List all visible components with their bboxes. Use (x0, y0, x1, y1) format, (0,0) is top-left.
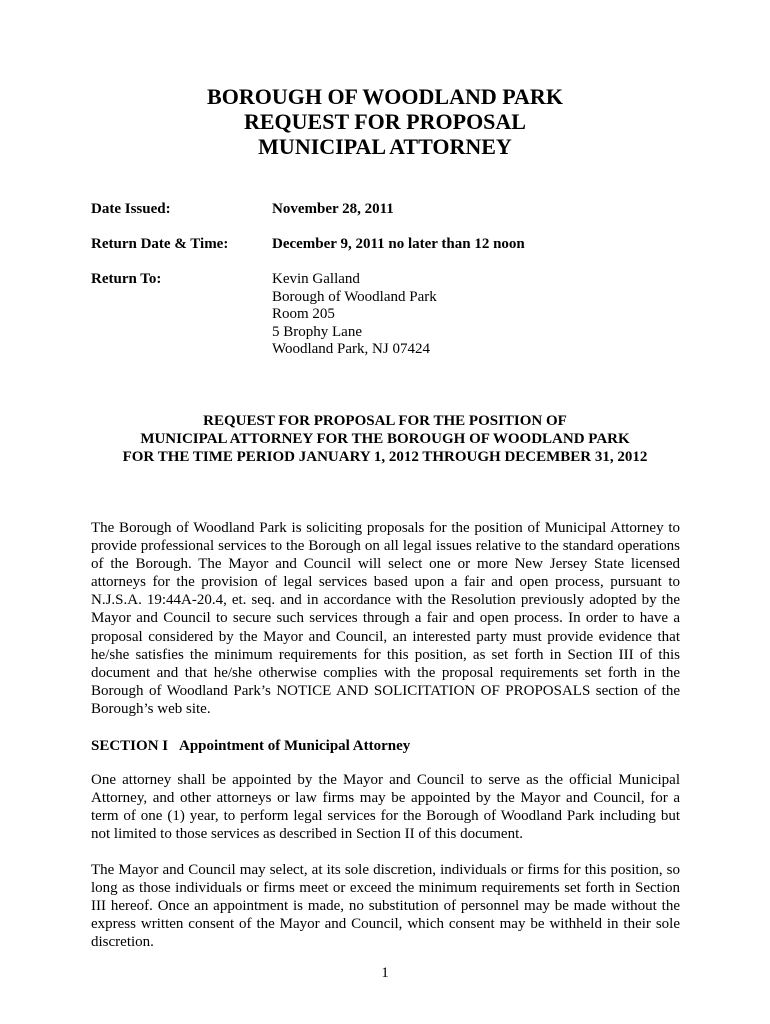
rfp-heading-line: MUNICIPAL ATTORNEY FOR THE BOROUGH OF WOODLAND PARK (140, 431, 630, 447)
address-line: Room 205 (272, 306, 335, 322)
title-line-borough: BOROUGH OF WOODLAND PARK (207, 84, 563, 109)
section-1-paragraph-2: The Mayor and Council may select, at its sole discretion, individuals or firms for this position, so long as those individuals or firms meet or exceed the minimum requirements set forth in Section III hereof. Once an appointment is made, no substitution of personnel may be made without the express written consent of the Mayor and Council, which consent may be withheld in their sole discretion. (91, 862, 680, 951)
return-date-label: Return Date & Time: (91, 236, 229, 252)
rfp-heading-line: FOR THE TIME PERIOD JANUARY 1, 2012 THROUGH DECEMBER 31, 2012 (122, 449, 648, 465)
return-to-address (272, 271, 437, 359)
address-line: Borough of Woodland Park (272, 288, 437, 305)
rfp-heading-line: REQUEST FOR PROPOSAL FOR THE POSITION OF (203, 413, 567, 429)
address-line: 5 Brophy Lane (272, 323, 362, 340)
return-to-label: Return To: (91, 271, 162, 287)
title-line-rfp: REQUEST FOR PROPOSAL (244, 109, 526, 134)
document-title (0, 84, 770, 159)
title-line-position: MUNICIPAL ATTORNEY (258, 134, 512, 159)
section-1-paragraph-1: One attorney shall be appointed by the Mayor and Council to serve as the official Municipal Attorney, and other attorneys or law firms may be appointed by the Mayor and Council, for a term of one (1) year, to perform legal services for the Borough of Woodland Park including but not limited to those services as described in Section II of this document. (91, 772, 680, 843)
section-1-number: SECTION I (91, 738, 169, 754)
page-number: 1 (381, 965, 389, 981)
rfp-heading (0, 412, 770, 466)
intro-paragraph: The Borough of Woodland Park is soliciting proposals for the position of Municipal Attorney to provide professional services to the Borough on all legal issues relative to the standard operations of the Borough. The Mayor and Council will select one or more New Jersey State licensed attorneys for the provision of legal services based upon a fair and open process, pursuant to N.J.S.A. 19:44A-20.4, et. seq. and in accordance with the Resolution previously adopted by the Mayor and Council to secure such services through a fair and open process. In order to have a proposal considered by the Mayor and Council, an interested party must provide evidence that he/she satisfies the minimum requirements for this position, as set forth in Section III of this document and that he/she otherwise complies with the proposal requirements set forth in the Borough of Woodland Park’s NOTICE AND SOLICITATION OF PROPOSALS section of the Borough’s web site. (91, 520, 680, 717)
return-date-value: December 9, 2011 no later than 12 noon (272, 236, 525, 252)
address-line: Kevin Galland (272, 271, 360, 287)
section-1-heading (91, 737, 410, 755)
address-line: Woodland Park, NJ 07424 (272, 341, 430, 357)
date-issued-label: Date Issued: (91, 201, 171, 217)
section-1-title: Appointment of Municipal Attorney (179, 738, 411, 754)
date-issued-value: November 28, 2011 (272, 201, 394, 217)
